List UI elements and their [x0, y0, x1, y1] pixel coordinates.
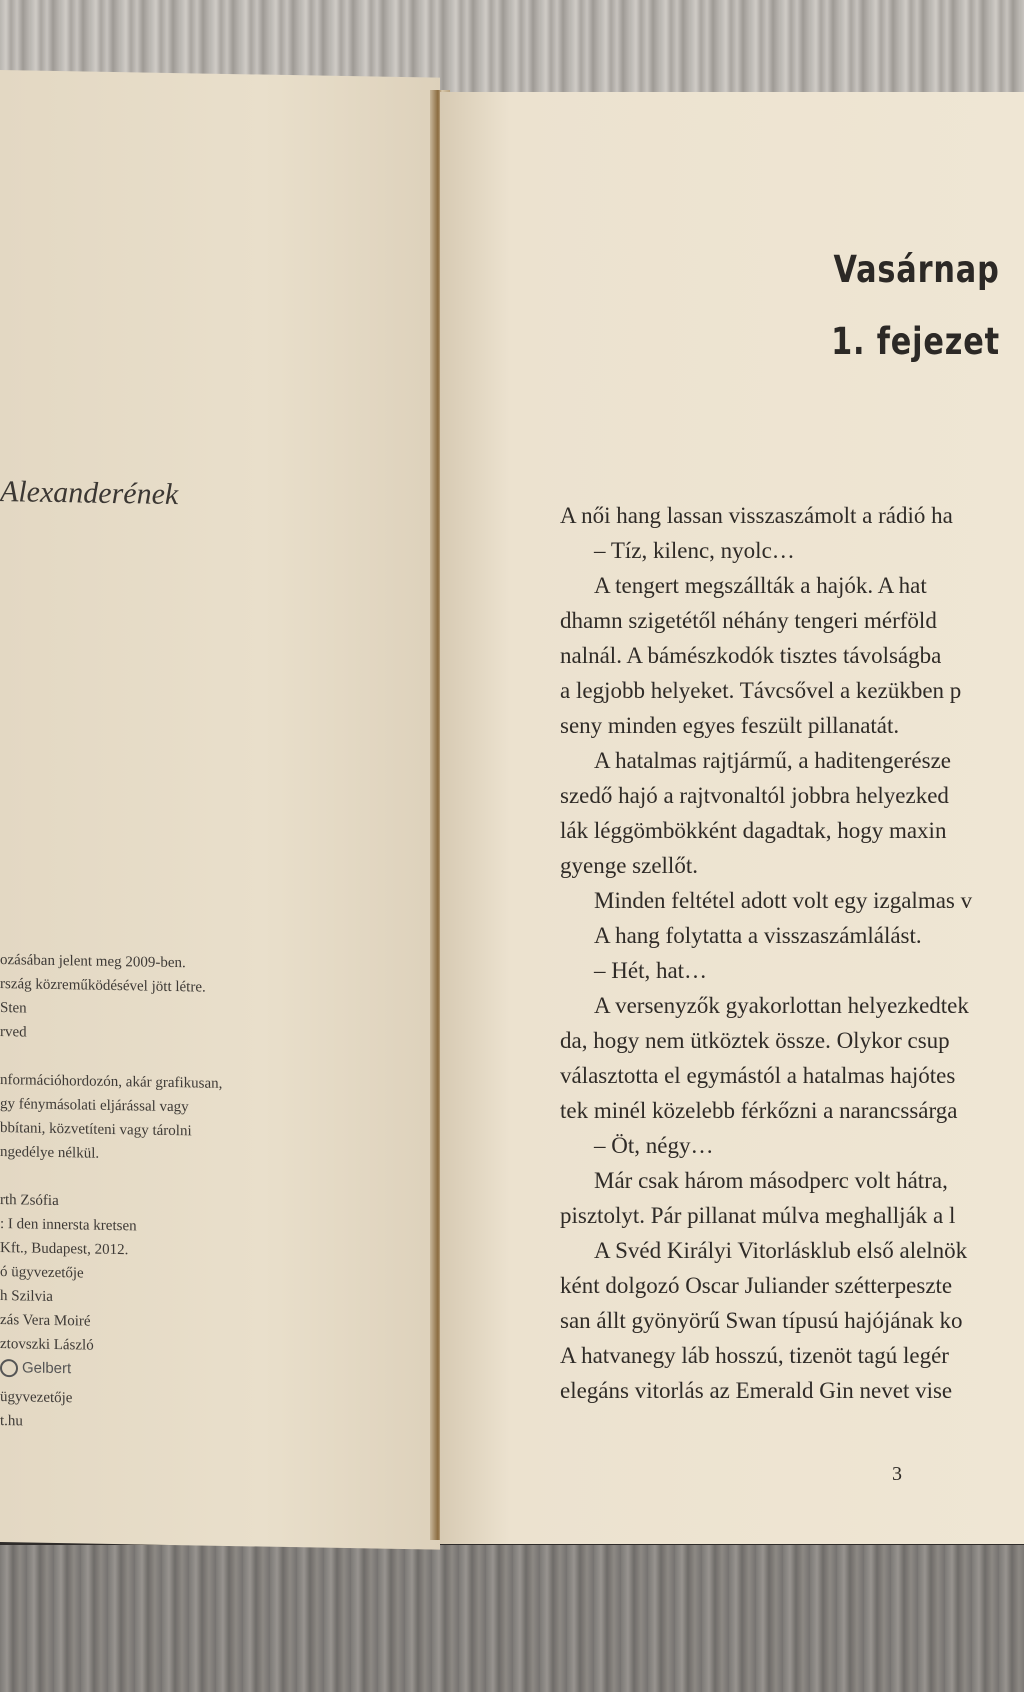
imprint-line: zás Vera Moiré — [0, 1312, 91, 1330]
publisher-logo-icon — [0, 1359, 18, 1377]
text-line: szedő hajó a rajtvonaltól jobbra helyezked — [560, 783, 949, 808]
text-line: A hatalmas rajtjármű, a haditengerésze — [594, 748, 951, 773]
text-line: dhamn szigetétől néhány tengeri mérföld — [560, 608, 937, 633]
imprint-line: ngedélye nélkül. — [0, 1144, 100, 1162]
dedication: Alexanderének — [0, 475, 179, 512]
imprint-line: Sten — [0, 1000, 27, 1017]
text-line: san állt gyönyörű Swan típusú hajójának ko — [560, 1308, 963, 1333]
text-line: választotta el egymástól a hatalmas hajótes — [560, 1063, 956, 1088]
text-line: A női hang lassan visszaszámolt a rádió ha — [560, 503, 953, 528]
text-line: nalnál. A bámészkodók tisztes távolságba — [560, 643, 942, 668]
chapter-text — [560, 498, 1024, 1408]
text-line: a legjobb helyeket. Távcsővel a kezükben p — [560, 678, 962, 703]
text-line: A hang folytatta a visszaszámlálást. — [594, 923, 922, 948]
imprint-line: nformációhordozón, akár grafikusan, — [0, 1072, 223, 1092]
text-line: – Hét, hat… — [594, 958, 708, 983]
text-line: seny minden egyes feszült pillanatát. — [560, 713, 900, 738]
imprint-line: h Szilvia — [0, 1288, 53, 1305]
imprint-line: rth Zsófia — [0, 1192, 59, 1210]
imprint-line: rszág közreműködésével jött létre. — [0, 976, 206, 996]
imprint-line: bbítani, közvetíteni vagy tárolni — [0, 1120, 192, 1140]
heading-day: Vasárnap — [833, 248, 1000, 291]
imprint-line: ozásában jelent meg 2009-ben. — [0, 952, 186, 972]
heading-chapter: 1. fejezet — [831, 320, 1000, 363]
text-line: – Tíz, kilenc, nyolc… — [594, 538, 795, 563]
imprint-line: ügyvezetője — [0, 1389, 73, 1407]
imprint-line: ztovszki László — [0, 1336, 94, 1354]
text-line: elegáns vitorlás az Emerald Gin nevet vise — [560, 1378, 953, 1403]
text-line: A Svéd Királyi Vitorlásklub első alelnök — [594, 1238, 968, 1263]
text-line: Minden feltétel adott volt egy izgalmas v — [594, 888, 973, 913]
imprint-line: ó ügyvezetője — [0, 1264, 84, 1282]
left-page — [0, 70, 440, 1550]
imprint-line: t.hu — [0, 1413, 23, 1430]
wooden-table-bottom — [0, 1545, 1024, 1692]
imprint-block — [0, 948, 300, 1438]
text-line: ként dolgozó Oscar Juliander szétterpeszte — [560, 1273, 953, 1298]
imprint-line: Kft., Budapest, 2012. — [0, 1240, 129, 1259]
imprint-line: rved — [0, 1024, 27, 1041]
publisher-logo-text: Gelbert — [22, 1359, 72, 1378]
page-number: 3 — [892, 1463, 902, 1485]
text-line: A tengert megszállták a hajók. A hat — [594, 573, 927, 598]
text-line: lák léggömbökként dagadtak, hogy maxin — [560, 818, 947, 843]
text-line: Már csak három másodperc volt hátra, — [594, 1168, 948, 1193]
text-line: – Öt, négy… — [594, 1133, 714, 1158]
text-line: pisztolyt. Pár pillanat múlva meghallják a l — [560, 1203, 956, 1228]
text-line: A versenyzők gyakorlottan helyezkedtek — [594, 993, 969, 1018]
imprint-line: : I den innersta kretsen — [0, 1216, 137, 1235]
text-line: gyenge szellőt. — [560, 853, 698, 878]
text-line: da, hogy nem ütköztek össze. Olykor csup — [560, 1028, 950, 1053]
text-line: A hatvanegy láb hosszú, tizenöt tagú legér — [560, 1343, 949, 1368]
imprint-line: gy fénymásolati eljárással vagy — [0, 1096, 189, 1116]
text-line: tek minél közelebb férkőzni a narancssárga — [560, 1098, 958, 1123]
